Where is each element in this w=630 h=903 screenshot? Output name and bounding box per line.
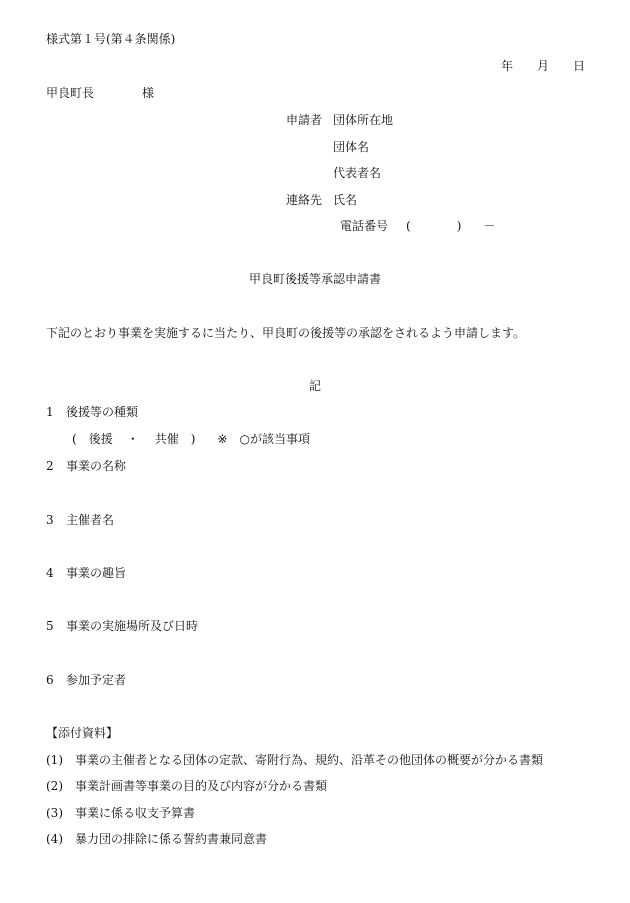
attachment-text: 事業に係る収支予算書 [75,806,196,820]
support-note: ○が該当事項 [239,432,310,446]
document-title: 甲良町後援等承認申請書 [248,272,381,286]
contact-name-label: 氏名 [333,193,358,207]
item-label: 主催者名 [66,513,115,527]
applicant-org-name-label: 団体名 [333,140,370,154]
applicant-address-label: 団体所在地 [333,113,394,127]
item-participants [46,673,126,687]
support-type-options [72,432,310,446]
item-venue-datetime [46,619,198,633]
item-number: 6 [46,673,54,687]
item-label: 事業の名称 [66,459,127,473]
item-label: 後援等の種類 [66,405,139,419]
phone-dash: － [483,219,496,233]
item-number: 3 [46,513,54,527]
ki-heading: 記 [308,379,321,393]
date-day-label: 日 [573,59,586,73]
item-number: 5 [46,619,54,633]
form-id: 様式第１号(第４条関係) [46,32,176,46]
note-mark: ※ [217,432,228,446]
item-number: 2 [46,459,54,473]
addressee-suffix: 様 [142,86,155,100]
support-option-kouen: 後援 [88,432,113,446]
attachment-item [46,832,267,846]
attachment-number: (1) [46,753,63,767]
item-number: 4 [46,566,54,580]
support-close-paren: ) [190,432,196,446]
support-separator: ・ [126,432,139,446]
attachment-item [46,753,543,767]
intro-text: 下記のとおり事業を実施するに当たり、甲良町の後援等の承認をされるよう申請します。 [46,326,526,340]
attachment-text: 事業計画書等事業の目的及び内容が分かる書類 [75,779,328,793]
attachments-heading: 【添付資料】 [46,726,119,740]
item-label: 事業の趣旨 [66,566,127,580]
item-purpose [46,566,126,580]
contact-phone [340,219,495,233]
support-open-paren: ( [72,432,77,446]
applicant-label: 申請者 [285,113,322,127]
attachment-number: (4) [46,832,63,846]
attachment-text: 事業の主催者となる団体の定款、寄附行為、規約、沿革その他団体の概要が分かる書類 [75,753,544,767]
attachment-text: 暴力団の排除に係る誓約書兼同意書 [75,832,268,846]
addressee-name: 甲良町長 [46,86,95,100]
applicant-representative-label: 代表者名 [333,166,382,180]
support-option-kyousai: 共催 [154,432,179,446]
date-year-label: 年 [501,59,514,73]
addressee [46,86,155,100]
item-organizer [46,513,114,527]
attachment-number: (2) [46,779,63,793]
date-month-label: 月 [537,59,550,73]
item-label: 参加予定者 [66,673,127,687]
attachment-item [46,779,327,793]
attachment-item [46,806,195,820]
attachment-number: (3) [46,806,63,820]
item-label: 事業の実施場所及び日時 [66,619,199,633]
item-support-type [46,405,138,419]
phone-open-paren: ( [406,219,411,233]
phone-label: 電話番号 [340,219,389,233]
item-event-name [46,459,126,473]
item-number: 1 [46,405,54,419]
contact-label: 連絡先 [285,193,322,207]
phone-close-paren: ) [456,219,462,233]
